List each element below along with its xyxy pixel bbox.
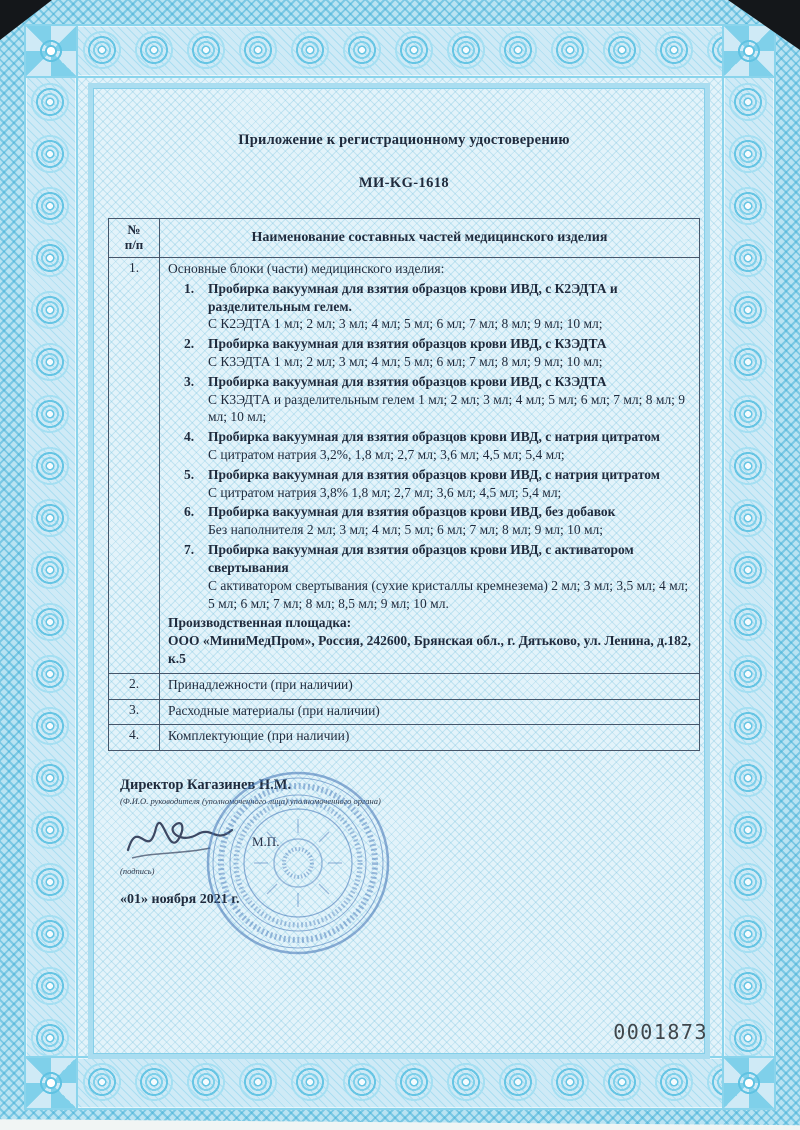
table-row (109, 257, 700, 673)
handwritten-signature (124, 810, 254, 866)
item-name: Пробирка вакуумная для взятия образцов крови ИВД, с К3ЭДТА (208, 336, 607, 352)
component-item (168, 335, 691, 371)
border-rosette-bottom-left (24, 1056, 78, 1110)
row-number: 4. (109, 725, 160, 751)
item-description: С цитратом натрия 3,8% 1,8 мл; 2,7 мл; 3,6 мл; 4,5 мл; 5,4 мл; (208, 484, 562, 500)
director-name: Директор Кагазинев Н.М. (120, 777, 292, 794)
production-site-label: Производственная площадка: (168, 615, 352, 631)
item-number: 5. (184, 466, 195, 482)
component-item (168, 503, 691, 539)
item-description: Без наполнителя 2 мл; 3 мл; 4 мл; 5 мл; 6 мл; 7 мл; 8 мл; 9 мл; 10 мл; (208, 522, 604, 538)
document-content (108, 132, 700, 908)
component-item (168, 428, 691, 464)
column-header-number (109, 219, 160, 258)
item-name: Пробирка вакуумная для взятия образцов крови ИВД, с активатором свертывания (208, 542, 634, 575)
guilloche-border-left (24, 24, 78, 1110)
stamp-place-label: М.П. (252, 834, 280, 850)
registration-number: МИ-KG-1618 (358, 175, 450, 191)
components-intro: Основные блоки (части) медицинского изделия: (168, 260, 445, 276)
item-name: Пробирка вакуумная для взятия образцов крови ИВД, с натрия цитратом (208, 466, 660, 482)
table-header-row (109, 219, 700, 258)
item-name: Пробирка вакуумная для взятия образцов крови ИВД, с К3ЭДТА (208, 373, 607, 389)
production-site-value: ООО «МиниМедПром», Россия, 242600, Брянская обл., г. Дятьково, ул. Ленина, д.182, к.5 (168, 633, 691, 666)
components-cell (160, 257, 700, 673)
item-description: С К3ЭДТА 1 мл; 2 мл; 3 мл; 4 мл; 5 мл; 6 мл; 7 мл; 8 мл; 9 мл; 10 мл; (208, 353, 603, 369)
serial-number: 0001873 (613, 1020, 708, 1044)
item-number: 7. (184, 542, 195, 558)
row-text: Расходные материалы (при наличии) (160, 699, 700, 725)
row-number: 2. (109, 673, 160, 699)
border-rosette-top-left (24, 24, 78, 78)
signature-block (108, 777, 700, 908)
page-title: Приложение к регистрационному удостоверению (238, 132, 570, 148)
item-description: С К3ЭДТА и разделительным гелем 1 мл; 2 мл; 3 мл; 4 мл; 5 мл; 6 мл; 7 мл; 8 мл; 9 мл; 10 мл; (208, 391, 686, 425)
table-row (109, 699, 700, 725)
item-name: Пробирка вакуумная для взятия образцов крови ИВД, с К2ЭДТА и разделительным гелем. (208, 280, 618, 314)
column-header-name: Наименование составных частей медицинского изделия (160, 219, 700, 258)
item-description: С активатором свертывания (сухие кристаллы кремнезема) 2 мл; 3 мл; 3,5 мл; 4 мл; 5 мл; 6 мл; 7 мл; 8 мл; 8,5 мл; 9 мл; 10 мл. (208, 577, 689, 611)
item-name: Пробирка вакуумная для взятия образцов крови ИВД, без добавок (208, 504, 616, 520)
component-item (168, 373, 691, 426)
header-num-line2: п/п (124, 236, 144, 252)
document-date: «01» ноября 2021 г. (120, 892, 240, 908)
components-table (108, 218, 700, 751)
guilloche-border-bottom (24, 1056, 776, 1110)
item-number: 1. (184, 280, 195, 296)
item-description: С К2ЭДТА 1 мл; 2 мл; 3 мл; 4 мл; 5 мл; 6 мл; 7 мл; 8 мл; 9 мл; 10 мл; (208, 316, 603, 332)
row-number: 1. (109, 257, 160, 673)
signature-caption: (подпись) (120, 866, 155, 877)
row-text: Принадлежности (при наличии) (160, 673, 700, 699)
item-number: 4. (184, 429, 195, 445)
component-item (168, 541, 691, 612)
item-description: С цитратом натрия 3,2%, 1,8 мл; 2,7 мл; 3,6 мл; 4,5 мл; 5,4 мл; (208, 447, 565, 462)
row-number: 3. (109, 699, 160, 725)
scan-artifact-bottom-edge (0, 1118, 800, 1130)
table-row (109, 725, 700, 751)
component-item (168, 466, 691, 502)
header-num-line1: № (127, 222, 141, 237)
item-name: Пробирка вакуумная для взятия образцов крови ИВД, с натрия цитратом (208, 429, 660, 445)
border-rosette-bottom-right (722, 1056, 776, 1110)
item-number: 3. (184, 373, 195, 389)
component-item (168, 280, 691, 333)
fio-note: (Ф.И.О. руководителя (уполномоченного лица) уполномоченного органа) (120, 796, 381, 807)
border-rosette-top-right (722, 24, 776, 78)
table-row (109, 673, 700, 699)
guilloche-border-top (24, 24, 776, 78)
guilloche-border-right (722, 24, 776, 1110)
item-number: 2. (184, 336, 195, 352)
row-text: Комплектующие (при наличии) (160, 725, 700, 751)
item-number: 6. (184, 504, 195, 520)
signature-zone (120, 808, 700, 866)
